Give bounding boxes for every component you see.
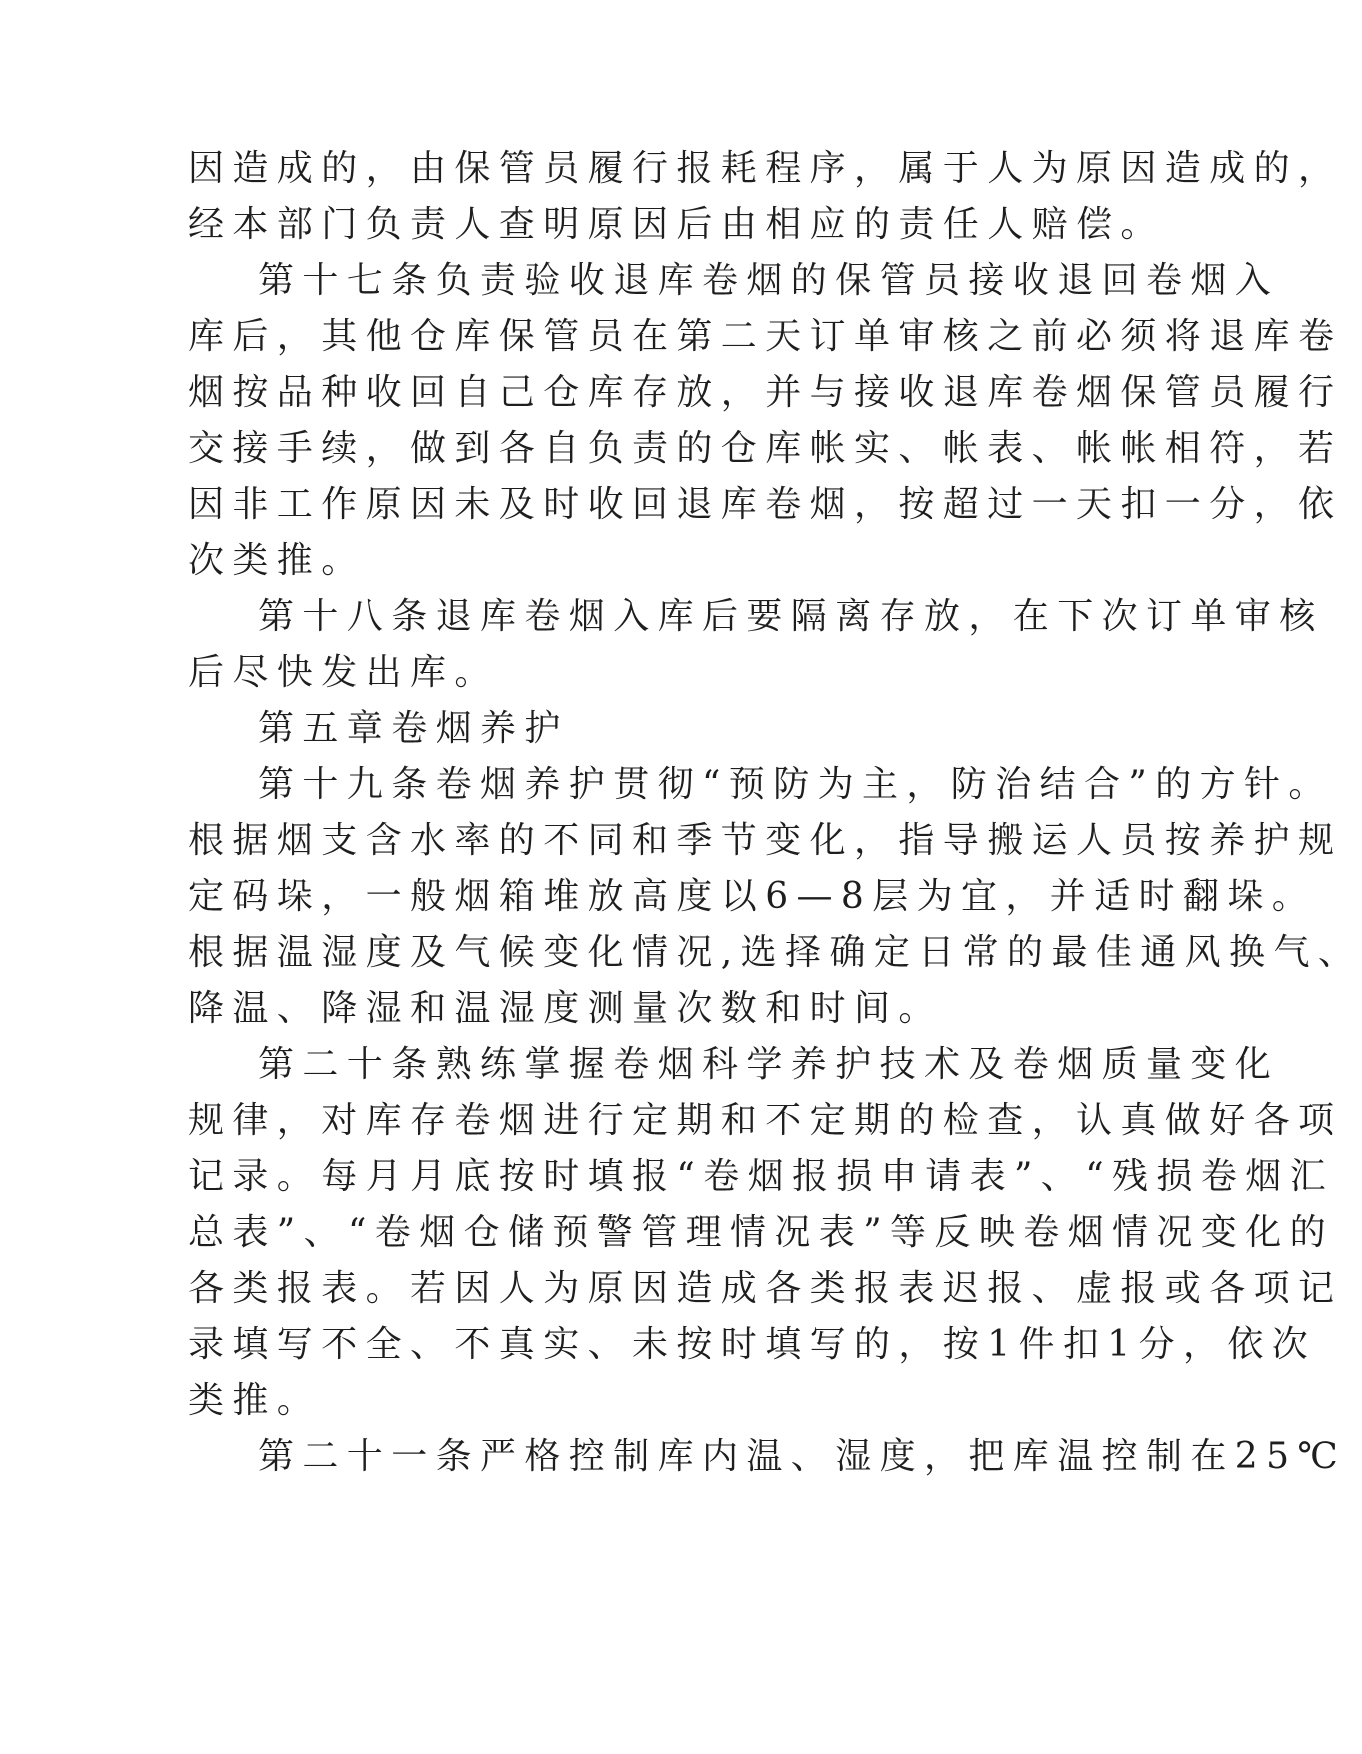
paragraph-start-article-21: 第二十一条严格控制库内温、湿度，把库温控制在25℃ xyxy=(258,1436,1347,1477)
text-line: 交接手续，做到各自负责的仓库帐实、帐表、帐帐相符，若 xyxy=(188,428,1343,469)
text-line: 因非工作原因未及时收回退库卷烟，按超过一天扣一分，依 xyxy=(188,484,1343,525)
text-line: 因造成的，由保管员履行报耗程序，属于人为原因造成的， xyxy=(188,148,1343,189)
text-line: 根据烟支含水率的不同和季节变化，指导搬运人员按养护规 xyxy=(188,820,1343,861)
text-line: 规律，对库存卷烟进行定期和不定期的检查，认真做好各项 xyxy=(188,1100,1343,1141)
text-line: 降温、降湿和温湿度测量次数和时间。 xyxy=(188,988,943,1029)
text-line: 各类报表。若因人为原因造成各类报表迟报、虚报或各项记 xyxy=(188,1268,1343,1309)
text-line: 库后，其他仓库保管员在第二天订单审核之前必须将退库卷 xyxy=(188,316,1343,357)
chapter-heading: 第五章卷烟养护 xyxy=(258,708,569,749)
text-line: 定码垛，一般烟箱堆放高度以6—8层为宜，并适时翻垛。 xyxy=(188,876,1317,917)
text-line: 类推。 xyxy=(188,1380,322,1421)
text-line: 总表”、“卷烟仓储预警管理情况表”等反映卷烟情况变化的 xyxy=(188,1212,1335,1253)
text-line: 次类推。 xyxy=(188,540,366,581)
paragraph-start-article-19: 第十九条卷烟养护贯彻“预防为主，防治结合”的方针。 xyxy=(258,764,1333,805)
paragraph-start-article-20: 第二十条熟练掌握卷烟科学养护技术及卷烟质量变化 xyxy=(258,1044,1280,1085)
text-line: 后尽快发出库。 xyxy=(188,652,499,693)
paragraph-start-article-17: 第十七条负责验收退库卷烟的保管员接收退回卷烟入 xyxy=(258,260,1280,301)
paragraph-start-article-18: 第十八条退库卷烟入库后要隔离存放，在下次订单审核 xyxy=(258,596,1324,637)
text-line: 经本部门负责人查明原因后由相应的责任人赔偿。 xyxy=(188,204,1165,245)
text-line: 记录。每月月底按时填报“卷烟报损申请表”、“残损卷烟汇 xyxy=(188,1156,1335,1197)
text-line: 录填写不全、不真实、未按时填写的，按1件扣1分，依次 xyxy=(188,1324,1317,1365)
text-line: 烟按品种收回自己仓库存放，并与接收退库卷烟保管员履行 xyxy=(188,372,1343,413)
text-line: 根据温湿度及气候变化情况,选择确定日常的最佳通风换气、 xyxy=(188,932,1362,973)
